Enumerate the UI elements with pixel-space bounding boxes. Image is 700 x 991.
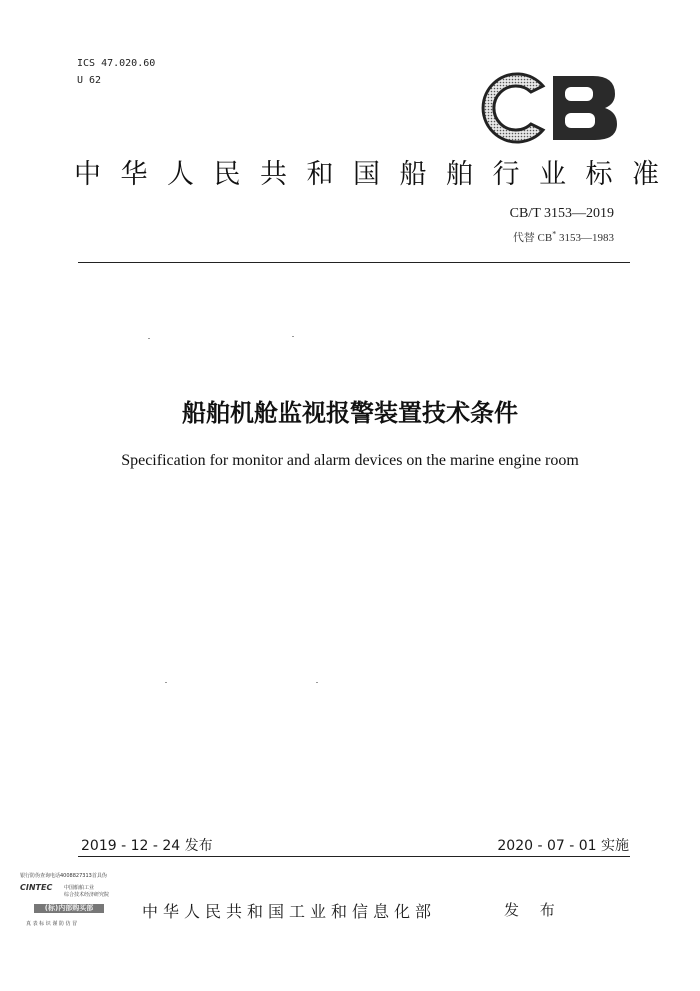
issue-date: 2019 - 12 - 24 发布: [81, 838, 213, 854]
ics-code: ICS 47.020.60: [77, 58, 156, 69]
scan-speck: [292, 336, 294, 337]
document-title-en: Specification for monitor and alarm devices on the marine engine room: [121, 452, 579, 469]
stamp-line-2: 中国船舶工业: [64, 885, 95, 891]
classification-codes: [77, 55, 155, 89]
document-title-cn: 船舶机舱监视报警装置技术条件: [182, 399, 518, 427]
replaces-suffix: 3153—1983: [556, 232, 614, 244]
stamp-line-5: 真 表 标 识 谨 防 仿 冒: [26, 921, 78, 927]
replaces-standard: [513, 229, 614, 245]
replaces-prefix: 代替 CB: [512, 232, 553, 244]
standard-number: CB/T 3153—2019: [509, 206, 614, 221]
cb-logo: [475, 72, 620, 144]
scan-speck: [148, 338, 150, 339]
ccs-code: U 62: [77, 75, 102, 86]
effective-date: 2020 - 07 - 01 实施: [497, 838, 629, 854]
anti-counterfeit-label: [20, 873, 118, 933]
issuing-authority: 中华人民共和国工业和信息化部: [142, 902, 437, 921]
header-divider: [78, 262, 630, 263]
publish-label: 发 布: [504, 901, 563, 919]
scan-speck: [316, 682, 318, 683]
stamp-line-1: 银行防伪查询电话4008827313首具伪: [20, 873, 107, 879]
footer-divider: [78, 856, 630, 857]
standard-category-title: 中华人民共和国船舶行业标准: [74, 159, 679, 190]
stamp-brand: CINTEC: [20, 883, 53, 892]
replaces-star: *: [552, 229, 557, 239]
scan-speck: [165, 682, 167, 683]
stamp-line-4: (标)内部购买部: [34, 904, 104, 913]
stamp-line-3: 综合技术经济研究院: [64, 892, 110, 898]
